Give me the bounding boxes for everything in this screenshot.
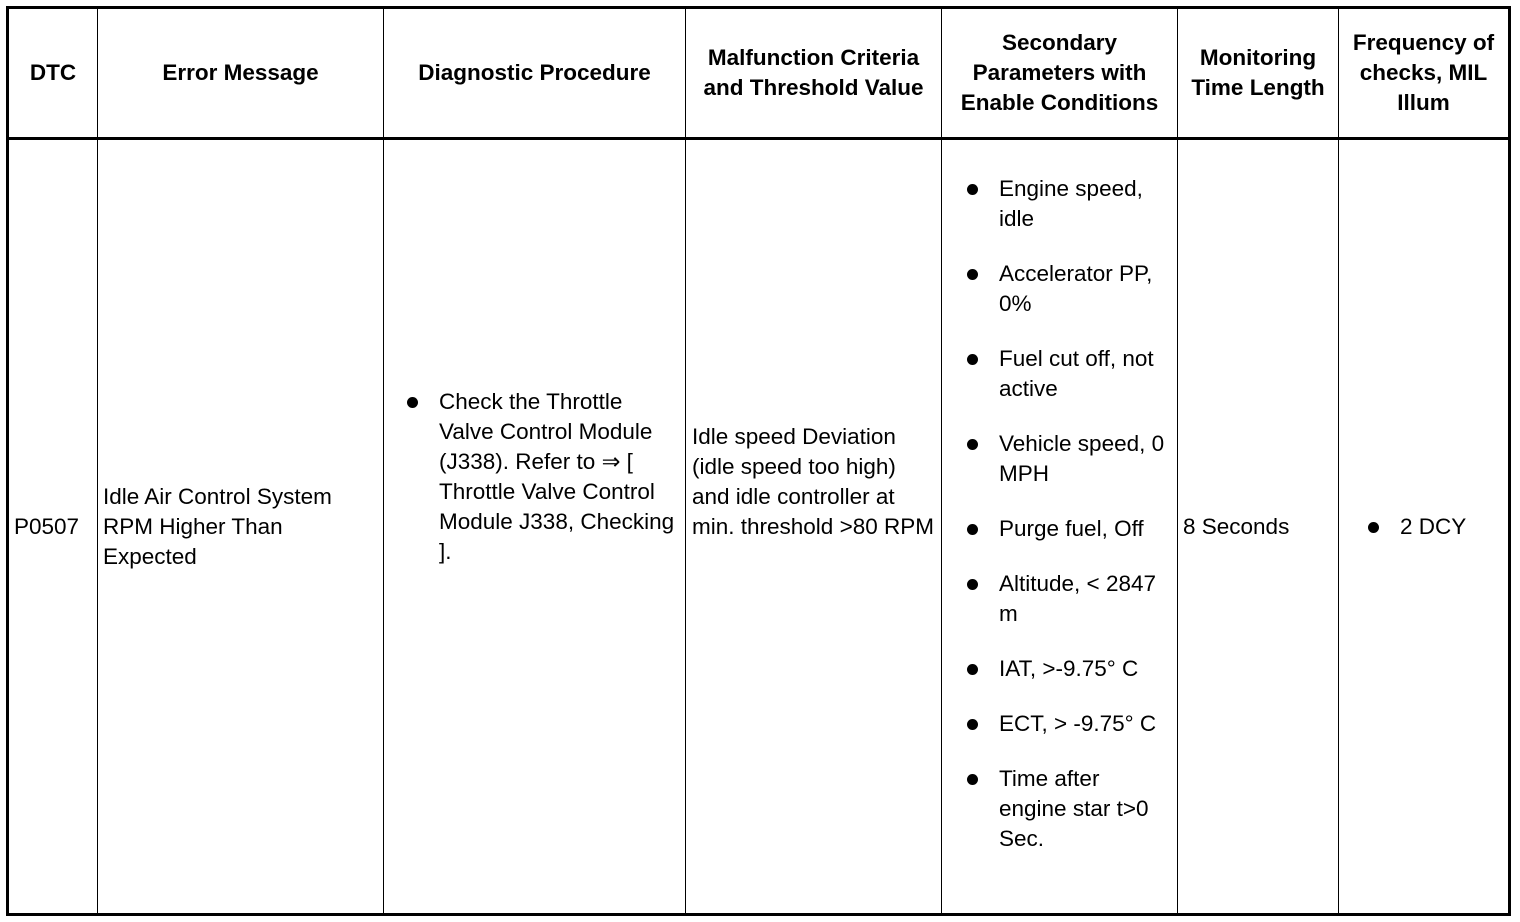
table-row [8,139,1510,915]
enable-condition-item [947,259,1172,319]
diagnostic-procedure-list [389,387,680,567]
cell-dtc-code: P0507 [8,139,98,915]
enable-condition-text: IAT, >-9.75° C [999,656,1139,681]
cell-diagnostic-procedure [384,139,686,915]
diagnostic-procedure-text: Check the Throttle Valve Control Module (J338). Refer to ⇒ [ Throttle Valve Control Module J338, Checking ]. [439,388,675,564]
enable-condition-item [947,514,1172,544]
cell-frequency [1339,139,1510,915]
dtc-table [6,6,1511,916]
bullet-icon [967,439,978,450]
cell-malfunction-criteria: Idle speed Deviation (idle speed too high) and idle controller at min. threshold >80 RPM [686,139,942,915]
header-monitoring-time: Monitoring Time Length [1178,8,1339,139]
header-error-message: Error Message [98,8,384,139]
bullet-icon [967,664,978,675]
bullet-icon [967,354,978,365]
enable-condition-text: ECT, > -9.75° C [999,711,1157,736]
enable-condition-text: Altitude, < 2847 m [999,571,1156,626]
enable-condition-item [947,344,1172,404]
header-diagnostic-procedure: Diagnostic Procedure [384,8,686,139]
bullet-icon [967,184,978,195]
cell-monitoring-time: 8 Seconds [1178,139,1339,915]
list-item [389,387,680,567]
header-row [8,8,1510,139]
enable-condition-text: Engine speed, idle [999,176,1143,231]
enable-condition-item [947,764,1172,854]
enable-condition-item [947,174,1172,234]
enable-condition-text: Fuel cut off, not active [999,346,1154,401]
bullet-icon [967,579,978,590]
bullet-icon [407,397,418,408]
cell-enable-conditions [942,139,1178,915]
header-dtc: DTC [8,8,98,139]
header-frequency: Frequency of checks, MIL Illum [1339,8,1510,139]
enable-conditions-list [947,174,1172,854]
bullet-icon [967,269,978,280]
bullet-icon [967,719,978,730]
frequency-text: 2 DCY [1400,513,1467,539]
cell-error-message: Idle Air Control System RPM Higher Than Expected [98,139,384,915]
bullet-icon [967,774,978,785]
enable-condition-text: Vehicle speed, 0 MPH [999,431,1165,486]
enable-condition-item [947,654,1172,684]
list-item [1348,512,1503,542]
enable-condition-item [947,429,1172,489]
enable-condition-item [947,569,1172,629]
bullet-icon [967,524,978,535]
enable-condition-text: Accelerator PP, 0% [999,261,1153,316]
bullet-icon [1368,522,1379,533]
header-secondary-parameters: Secondary Parameters with Enable Conditions [942,8,1178,139]
frequency-list [1344,512,1503,542]
header-malfunction-criteria: Malfunction Criteria and Threshold Value [686,8,942,139]
enable-condition-text: Purge fuel, Off [999,516,1144,541]
enable-condition-text: Time after engine star t>0 Sec. [999,766,1149,851]
enable-condition-item [947,709,1172,739]
